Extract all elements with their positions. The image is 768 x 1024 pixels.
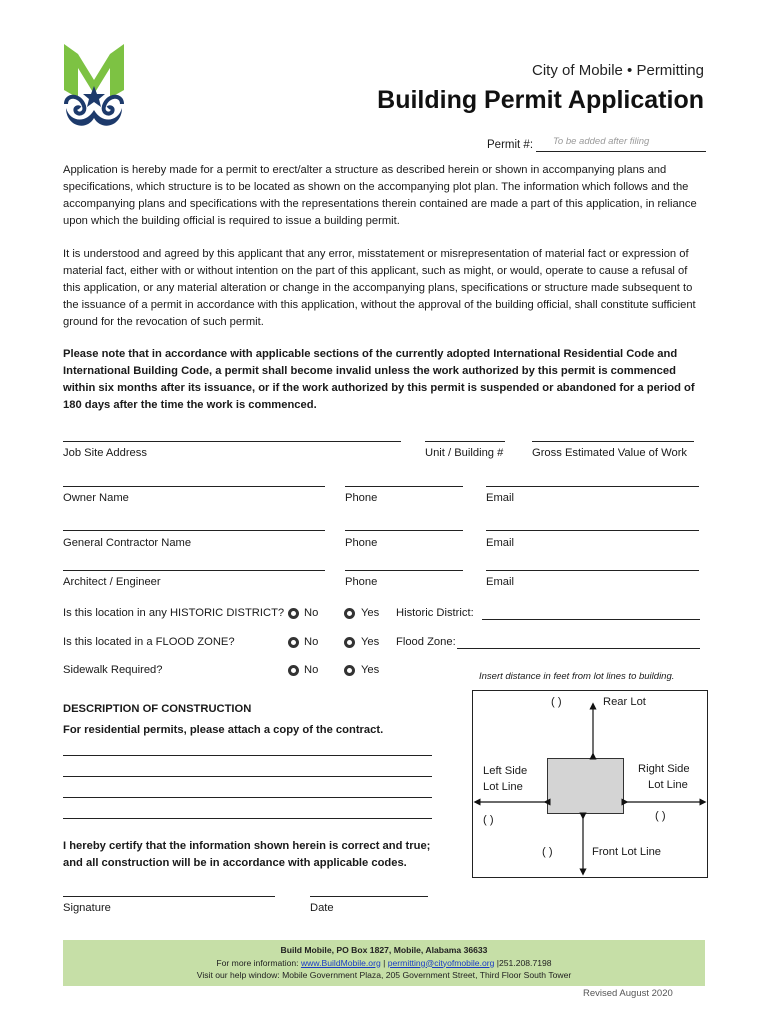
flood-zone-field[interactable] (457, 648, 700, 649)
permit-number-field[interactable] (536, 151, 706, 152)
footer-info-line (63, 957, 705, 970)
plot-diagram-note: Insert distance in feet from lot lines to building. (479, 671, 675, 682)
description-line-1[interactable] (63, 755, 432, 756)
architect-name-field[interactable] (63, 570, 325, 571)
contractor-name-field[interactable] (63, 530, 325, 531)
sidewalk-yes-label: Yes (361, 664, 380, 676)
city-of-mobile-logo (62, 42, 126, 134)
date-field[interactable] (310, 896, 428, 897)
header-subtitle: City of Mobile • Permitting (532, 62, 704, 79)
owner-name-label: Owner Name (63, 492, 129, 504)
architect-phone-label: Phone (345, 576, 378, 588)
historic-district-question: Is this location in any HISTORIC DISTRICT? (63, 607, 285, 619)
contractor-phone-field[interactable] (345, 530, 463, 531)
application-statement: Application is hereby made for a permit to erect/alter a structure as described herein or shown in accompanying plans and specifications, which structure is to be located as shown on the accompanying plot plan. The information which follows and the accompanying plans and specifications with the representations therein contained are made a part of this application, in reliance upon which the building official is required to issue a building permit. (63, 164, 697, 227)
left-distance-field[interactable]: ( ) (483, 814, 494, 826)
unit-building-label: Unit / Building # (425, 447, 504, 459)
left-lot-label-1: Left Side (483, 765, 528, 777)
permit-number-label: Permit #: (487, 139, 534, 151)
job-site-address-field[interactable] (63, 441, 401, 442)
date-label: Date (310, 902, 334, 914)
architect-name-label: Architect / Engineer (63, 576, 161, 588)
owner-name-field[interactable] (63, 486, 325, 487)
footer-info-prefix: For more information: (216, 957, 299, 968)
contractor-phone-label: Phone (345, 537, 378, 549)
rear-lot-label: Rear Lot (603, 696, 646, 708)
footer-contact (63, 940, 705, 986)
owner-email-label: Email (486, 492, 514, 504)
sidewalk-no-label: No (304, 664, 319, 676)
flood-zone-question: Is this located in a FLOOD ZONE? (63, 636, 235, 648)
right-lot-label-2: Lot Line (648, 779, 688, 791)
certification-statement: I hereby certify that the information shown herein is correct and true; and all construction will be in accordance with applicable codes. (63, 840, 431, 869)
historic-no-label: No (304, 607, 319, 619)
description-line-2[interactable] (63, 776, 432, 777)
architect-phone-field[interactable] (345, 570, 463, 571)
page-title: Building Permit Application (377, 86, 704, 114)
historic-no-radio[interactable] (288, 608, 299, 619)
flood-yes-radio[interactable] (344, 637, 355, 648)
owner-phone-field[interactable] (345, 486, 463, 487)
owner-email-field[interactable] (486, 486, 699, 487)
gross-value-label: Gross Estimated Value of Work (532, 447, 688, 459)
description-line-4[interactable] (63, 818, 432, 819)
historic-district-field[interactable] (482, 619, 700, 620)
website-link[interactable]: www.BuildMobile.org (300, 957, 381, 968)
permit-validity-notice: Please note that in accordance with applicable sections of the currently adopted International Residential Code and International Building Code, a permit shall become invalid unless the work authorized by this permit is commenced within six months after its issuance, or if the work authorized by this permit is suspended or abandoned for a period of 180 days after the time the work is commenced. (63, 348, 695, 411)
job-site-address-label: Job Site Address (63, 447, 147, 459)
contractor-email-field[interactable] (486, 530, 699, 531)
gross-value-field[interactable] (532, 441, 694, 442)
sidewalk-no-radio[interactable] (288, 665, 299, 676)
flood-zone-label: Flood Zone: (396, 636, 456, 648)
contractor-email-label: Email (486, 537, 514, 549)
construction-subheading: For residential permits, please attach a copy of the contract. (63, 724, 384, 736)
architect-email-field[interactable] (486, 570, 699, 571)
right-lot-label-1: Right Side (638, 763, 690, 775)
owner-phone-label: Phone (345, 492, 378, 504)
construction-heading: DESCRIPTION OF CONSTRUCTION (63, 703, 252, 715)
sidewalk-question: Sidewalk Required? (63, 664, 163, 676)
flood-no-radio[interactable] (288, 637, 299, 648)
historic-yes-label: Yes (361, 607, 380, 619)
rear-distance-field[interactable]: ( ) (551, 696, 562, 708)
flood-no-label: No (304, 636, 319, 648)
historic-yes-radio[interactable] (344, 608, 355, 619)
misrepresentation-statement: It is understood and agreed by this applicant that any error, misstatement or misrepresentation of material fact or expression of material fact, either with or without intention on the part of this applicant, such as might, or would, operate to cause a refusal of this application, or any material alteration or change in the accompanying plans, specifications or structure made subsequent to the issuance of a permit in accordance with this application, without the approval of the building official, shall constitute sufficient ground for the revocation of such permit. (63, 248, 696, 328)
footer-separator: | (383, 957, 386, 968)
contractor-name-label: General Contractor Name (63, 537, 192, 549)
footer-address: Build Mobile, PO Box 1827, Mobile, Alabama 36633 (280, 945, 488, 955)
signature-label: Signature (63, 902, 111, 914)
footer-phone: |251.208.7198 (496, 957, 552, 968)
architect-email-label: Email (486, 576, 514, 588)
left-lot-label-2: Lot Line (483, 781, 523, 793)
signature-field[interactable] (63, 896, 275, 897)
description-line-3[interactable] (63, 797, 432, 798)
email-link[interactable]: permitting@cityofmobile.org (387, 957, 495, 968)
historic-district-label: Historic District: (396, 607, 474, 619)
right-distance-field[interactable]: ( ) (655, 810, 666, 822)
unit-building-field[interactable] (425, 441, 505, 442)
footer-help-window: Visit our help window: Mobile Government Plaza, 205 Government Street, Third Floor South Tower (196, 970, 572, 980)
permit-number-hint: To be added after filing (553, 136, 650, 147)
revision-date: Revised August 2020 (583, 988, 673, 999)
front-distance-field[interactable]: ( ) (542, 846, 553, 858)
front-lot-label: Front Lot Line (592, 846, 662, 858)
sidewalk-yes-radio[interactable] (344, 665, 355, 676)
flood-yes-label: Yes (361, 636, 380, 648)
